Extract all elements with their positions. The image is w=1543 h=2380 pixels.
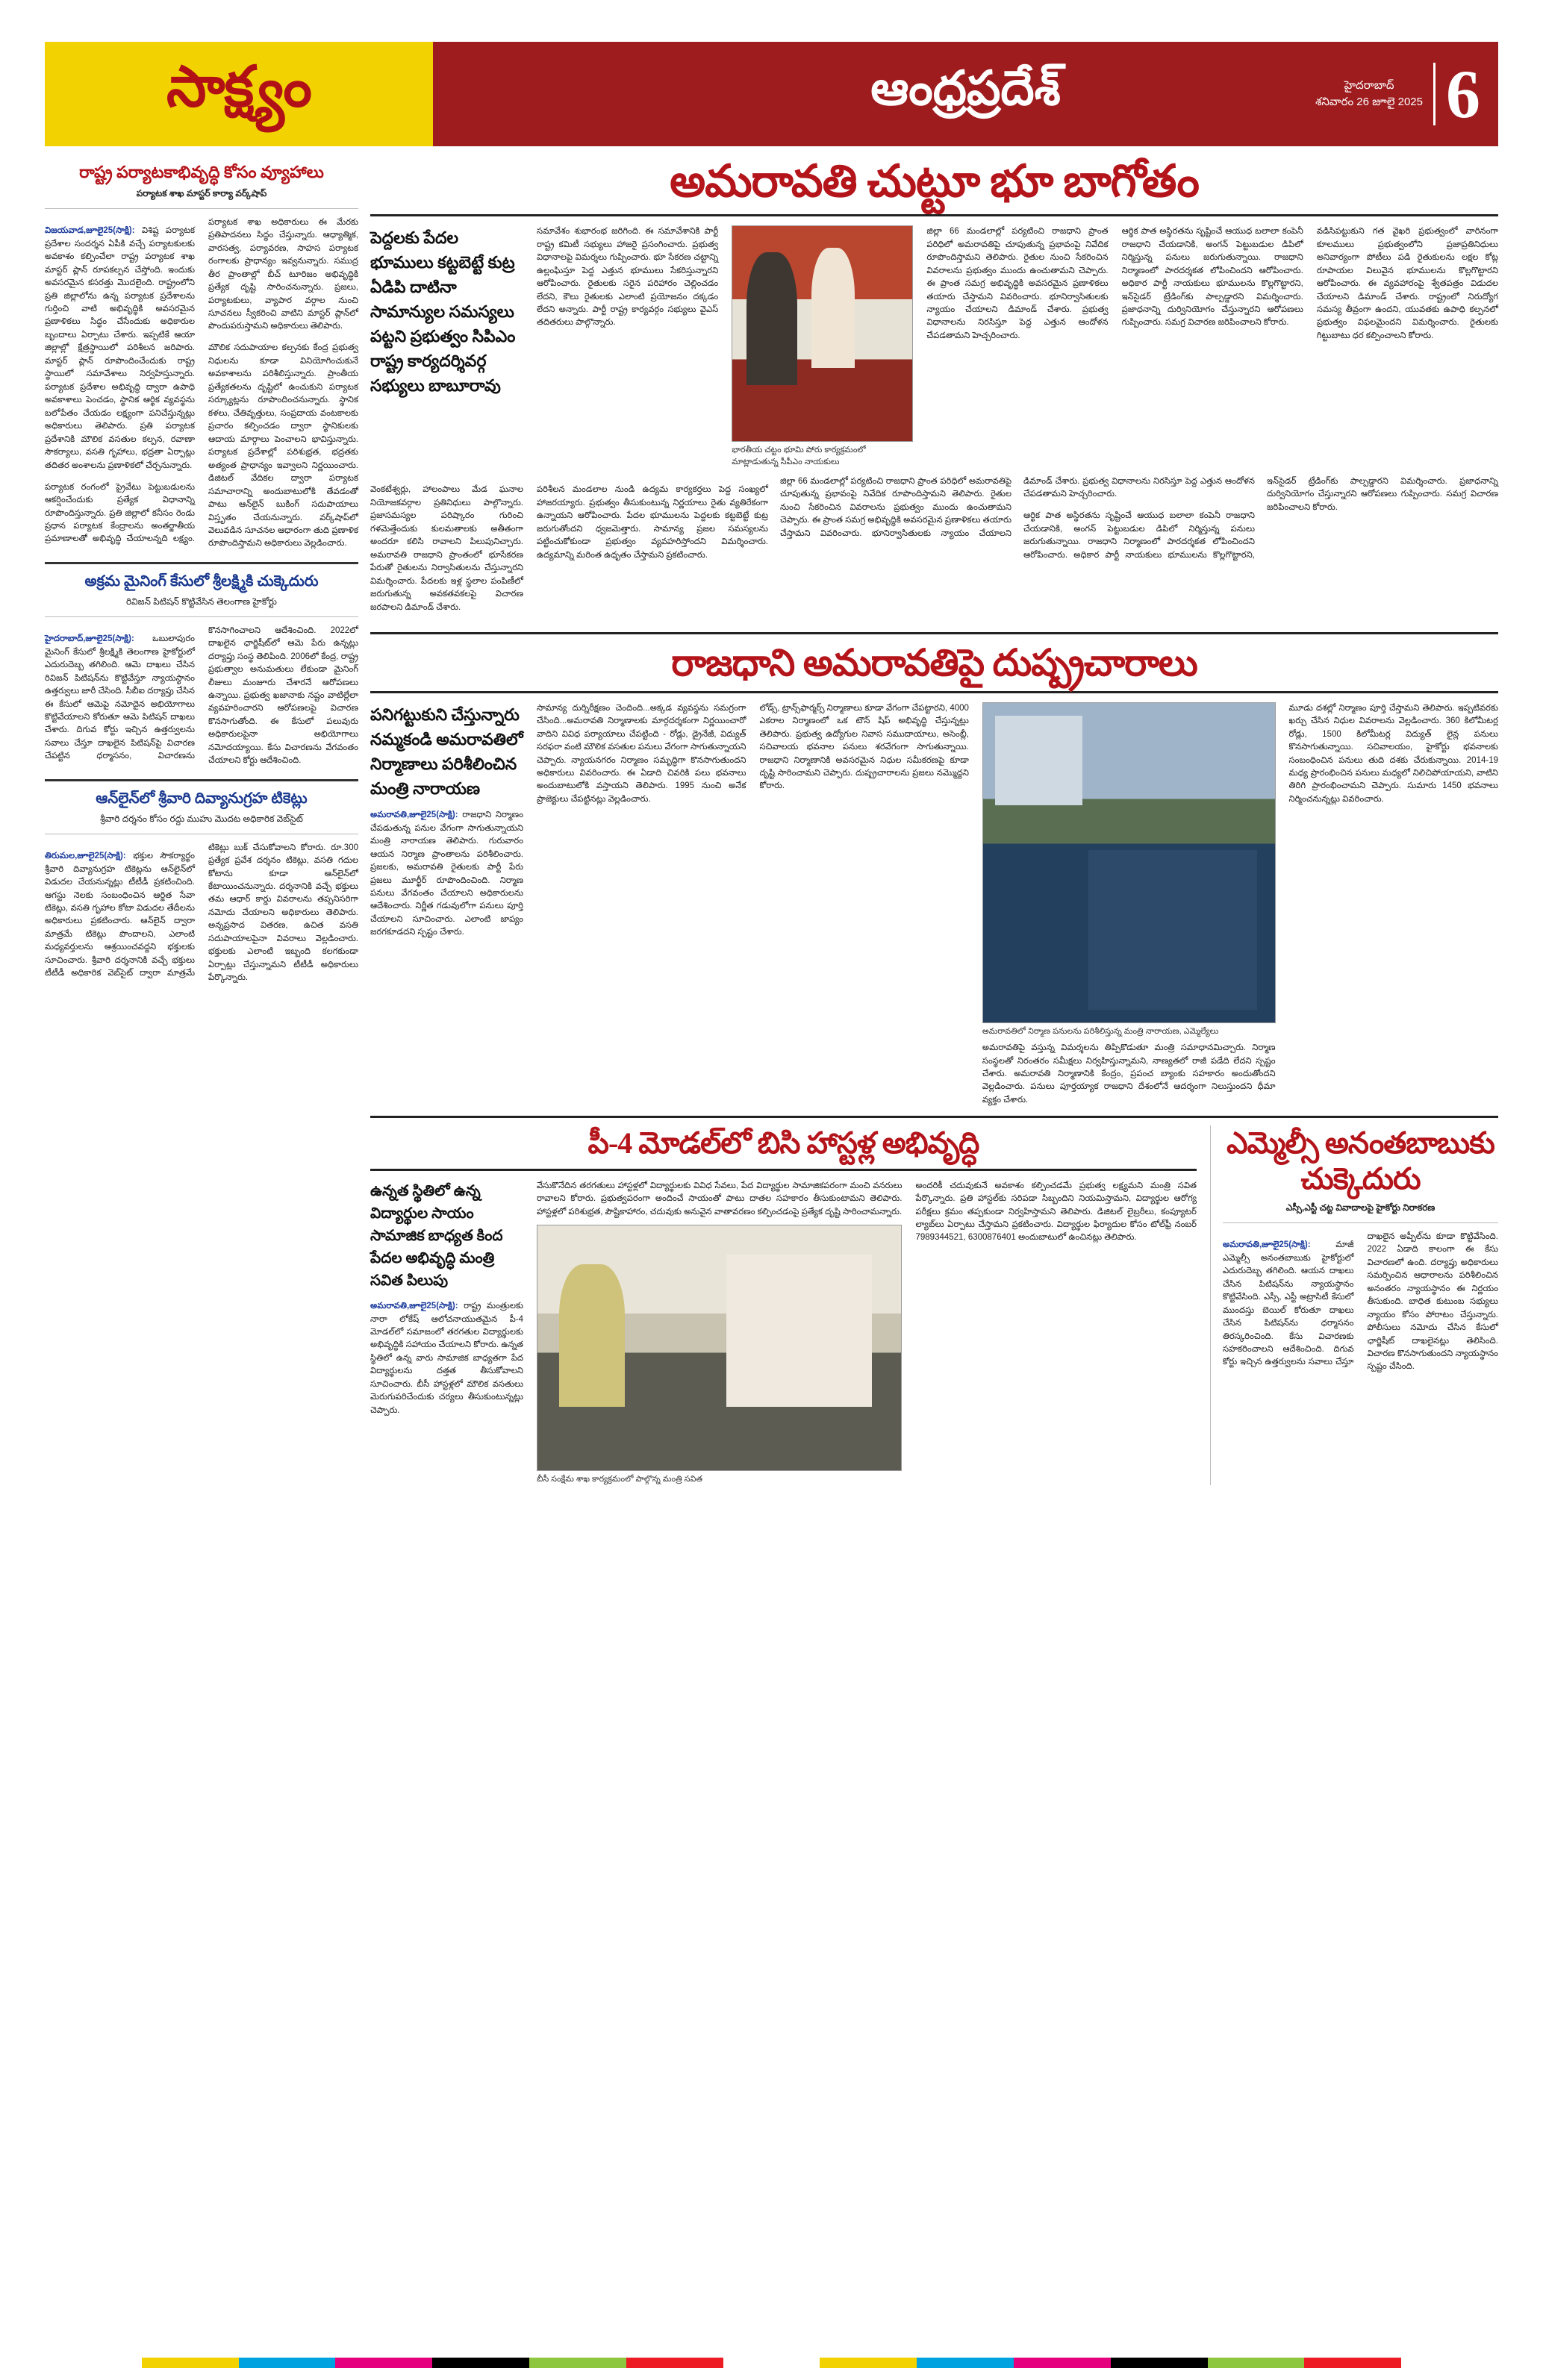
page-content (45, 157, 1498, 1485)
masthead-logo (45, 42, 433, 146)
bc-photo (537, 1225, 902, 1471)
rajadhani-col-5: మూడు దశల్లో నిర్మాణం పూర్తి చేస్తామని తెలిపారు. ఇప్పటివరకు ఖర్చు చేసిన నిధుల వివరాలను వెల్లడించారు. 360 కిలోమీటర్ల రోడ్లు, 1500 కిలోమీటర్ల విద్యుత్ లైన్ల పనులు కొనసాగుతున్నాయి. సచివాలయం, హైకోర్టు భవనాలకు సంబంధించిన పనులు తుది దశకు చేరుకున్నాయి. 2014-19 మధ్య ప్రారంభించిన పనులు మధ్యలో నిలిచిపోయాయని, వాటిని తిరిగి ప్రారంభించామని చెప్పారు. సుమారు 1450 భవనాలు నిర్మించనున్నట్లు వివరించారు. (1288, 703, 1498, 804)
main-col-5: ఆర్థిక పాత అస్థిరతను సృష్టించే ఆయుధ బలాలా కంపెనీ రాజధాని చేయడానికి, అంగన్ పెట్టుబడుల డిపిలో నిర్మిస్తున్న పనులు జరుగుతున్నాయి. రాజధాని నిర్మాణంలో పారదర్శకత లోపించిందని ఆరోపించారు. అధికార పార్టీ నాయకులు భూములను కొల్లగొట్టారని, ఇన్‌సైడర్ ట్రేడింగ్‌కు పాల్పడ్డారని విమర్శించారు. ప్రజాధనాన్ని దుర్వినియోగం చేస్తున్నారని ఆరోపణలు గుప్పించారు. సమగ్ర విచారణ జరిపించాలని కోరారు. (1121, 227, 1303, 328)
mlc-body (1223, 1231, 1498, 1376)
main-lower-a: పరిశీలన మండలాల నుండి ఉద్యమ కార్యకర్తలు పెద్ద సంఖ్యలో హాజరయ్యారు. ప్రభుత్వం తీసుకుంటున్న నిర్ణయాలు రైతు వ్యతిరేకంగా ఉన్నాయని ఆరోపించారు. పేదల భూములను పెద్దలకు కట్టబెట్టే కుట్ర జరుగుతోందని ధ్వజమెత్తారు. సామాన్య ప్రజల సమస్యలను పట్టించుకోకుండా ప్రభుత్వం వ్యవహరిస్తోందని విమర్శించారు. ఉద్యమాన్ని మరింత ఉధృతం చేస్తామని ప్రకటించారు. (537, 485, 768, 560)
masthead-title: ఆంధ్రప్రదేశ్ (870, 61, 1061, 115)
bc-col-1: రాష్ట్ర మంత్రులకు నారా లోకేష్ ఆలోచనాయుతమైన పీ-4 మోడల్‌లో సమాజంలో తరగతుల విద్యార్థులకు అభివృద్ధికి సహాయం చేయాలని కోరారు. ఉన్నత స్థితిలో ఉన్న వారు సామాజిక బాధ్యతగా పేద విద్యార్థులను దత్తత తీసుకోవాలని సూచించారు. బీసీ హాస్టళ్లలో మౌలిక వసతులు మెరుగుపరిచేందుకు చర్యలు తీసుకుంటున్నట్లు చెప్పారు. (370, 1302, 523, 1415)
ttd-subhead: శ్రీవారి దర్శనం కోసం రద్దు ముహు మొదట అధికారిక వెబ్‌సైట్ (100, 813, 303, 824)
ttd-headline: ఆన్‌లైన్‌లో శ్రీవారి దివ్యానుగ్రహ టికెట్లు (96, 790, 308, 807)
ttd-body (45, 842, 358, 987)
left-column (45, 157, 358, 1485)
masthead-divider (1433, 63, 1436, 125)
rajadhani-lead: పనిగట్టుకుని చేస్తున్నారు నమ్మకండి అమరావతిలో నిర్మాణాలు పరిశీలించిన మంత్రి నారాయణ (370, 705, 523, 798)
dateline: అమరావతి,జూలై25(సాక్షి): (370, 1302, 458, 1311)
bc-headline: పీ-4 మోడల్‌లో బిసి హాస్టళ్ల అభివృద్ధి (370, 1125, 1197, 1170)
dateline: అమరావతి,జూలై25(సాక్షి): (1223, 1240, 1311, 1250)
mining-body-text: ఒబులాపురం మైనింగ్ కేసులో శ్రీలక్ష్మికి తెలంగాణ హైకోర్టులో ఎదురుదెబ్బ తగిలింది. ఆమె దాఖలు చేసిన రివిజన్ పిటిషన్‌ను కొట్టివేస్తూ న్యాయస్థానం ఉత్తర్వులు జారీ చేసింది. సీబీఐ దర్యాప్తు చేసిన ఈ కేసులో ఆమెపై నమోదైన అభియోగాలు కొట్టివేయాలని కోరుతూ ఆమె పిటిషన్ దాఖలు చేశారు. దిగువ కోర్టు ఇచ్చిన ఉత్తర్వులను సవాలు చేస్తూ దాఖలైన పిటిషన్‌పై విచారణ చేపట్టిన ధర్మాసనం, విచారణను కొనసాగించాలని ఆదేశించింది. 2022లో దాఖలైన ఛార్జిషీట్‌లో ఆమె పేరు ఉన్నట్లు దర్యాప్తు సంస్థ తెలిపింది. 2006లో కేంద్ర, రాష్ట్ర ప్రభుత్వాల అనుమతులు లేకుండా మైనింగ్ లీజులు మంజూరు చేశారనే ఆరోపణలు ఉన్నాయి. ప్రభుత్వ ఖజానాకు నష్టం వాటిల్లేలా వ్యవహరించారని ఆరోపణలపై విచారణ కొనసాగుతోంది. ఈ కేసులో పలువురు అధికారులపైనా అభియోగాలు నమోదయ్యాయి. కేసు విచారణను వేగవంతం చేయాలని కోర్టు ఆదేశించింది. (45, 625, 358, 766)
mlc-headline: ఎమ్మెల్సీ అనంతబాబుకు చుక్కెదురు (1226, 1126, 1494, 1196)
dateline: హైదరాబాద్,జూలై25(సాక్షి): (45, 634, 134, 644)
main-photo-caption: భారతీయ చట్టం భూమి పోరు కార్యక్రమంలో మాట్లాడుతున్న సీపీఎం నాయకులు (732, 446, 866, 466)
rajadhani-story (370, 632, 1498, 1108)
bc-lead-col (370, 1180, 523, 1486)
mining-subhead: రివిజన్ పిటిషన్ కొట్టివేసిన తెలంగాణ హైకోర్టు (126, 596, 277, 607)
rajadhani-col-3: లోడ్స్, ట్రాన్స్‌ఫార్మర్స్ నిర్మాణాలు కూడా వేగంగా చేపట్టారని, 4000 ఎకరాల నిర్మాణంలో ఒక టౌన్ షిప్ అభివృద్ధి చేస్తున్నట్లు తెలిపారు. ప్రభుత్వ ఉద్యోగుల నివాస సముదాయాలు, అసెంబ్లీ, సచివాలయ భవనాల పనులు శరవేగంగా సాగుతున్నాయి. రాజధాని నిర్మాణానికి అవసరమైన నిధుల సమీకరణపై కూడా దృష్టి సారించామని చెప్పారు. దుష్ప్రచారాలను ప్రజలు నమ్మొద్దని కోరారు. (759, 703, 969, 791)
main-col-1-cont (370, 475, 523, 623)
mining-headline: అక్రమ మైనింగ్ కేసులో శ్రీలక్ష్మికి చుక్కెదురు (84, 572, 319, 590)
divider (1223, 1222, 1498, 1223)
main-story (370, 157, 1498, 623)
bc-photo-caption: బీసీ సంక్షేమ శాఖ కార్యక్రమంలో పాల్గొన్న మంత్రి సవిత (537, 1474, 702, 1484)
masthead-meta (1315, 56, 1480, 132)
left-subkicker: పర్యాటక శాఖ మాస్టర్ కార్యా వర్క్‌షాప్ (136, 187, 267, 199)
masthead-page-number: 6 (1446, 56, 1480, 132)
divider (45, 779, 358, 781)
main-photo (732, 225, 913, 442)
mining-body (45, 625, 358, 770)
main-col-1-text: వెంకటేశ్వర్లు, హాలంపాలు మేడ ఘనాల నియోజకవర్గాల ప్రతినిధులు పాల్గొన్నారు. ప్రజాసమస్యల పరిష్కారం గురించి గళమెత్తేందుకు కులమతాలకు అతీతంగా అందరూ కలిసి రావాలని పిలుపునిచ్చారు. అమరావతి రాజధాని ప్రాంతంలో భూసేకరణ పేరుతో రైతులను నిర్వాసితులను చేస్తున్నారని విమర్శించారు. పేదలకు ఇళ్ల స్థలాల పంపిణీలో జరుగుతున్న అవకతవకలపై విచారణ జరపాలని డిమాండ్ చేశారు. (370, 485, 523, 612)
ttd-body-text: భక్తుల సౌకర్యార్థం శ్రీవారి దివ్యానుగ్రహ టికెట్లను ఆన్‌లైన్‌లో విడుదల చేయనున్నట్లు టీటీడీ ప్రకటించింది. ఆగస్టు నెలకు సంబంధించిన ఆర్జిత సేవా టికెట్లు, వసతి గృహాల కోటా విడుదల తేదీలను అధికారులు ప్రకటించారు. ఆన్‌లైన్ ద్వారా మాత్రమే టికెట్లు పొందాలని, ఎలాంటి మధ్యవర్తులను ఆశ్రయించవద్దని భక్తులకు సూచించారు. శ్రీవారి దర్శనానికి వచ్చే భక్తులు టీటీడీ అధికారిక వెబ్‌సైట్ ద్వారా మాత్రమే టికెట్లు బుక్ చేసుకోవాలని కోరారు. రూ.300 ప్రత్యేక ప్రవేశ దర్శనం టికెట్లు, వసతి గదుల కోటాను కూడా ఆన్‌లైన్‌లో కేటాయించనున్నారు. దర్శనానికి వచ్చే భక్తులు తమ ఆధార్ కార్డు వివరాలను తప్పనిసరిగా నమోదు చేయాలని అధికారులు తెలిపారు. అన్నప్రసాద వితరణ, ఉచిత వసతి సదుపాయాలపైనా వివరాలు వెల్లడించారు. భక్తులకు ఎలాంటి ఇబ్బంది కలగకుండా ఏర్పాట్లు చేస్తున్నామని టీటీడీ అధికారులు పేర్కొన్నారు. (45, 843, 358, 983)
rajadhani-photo (982, 702, 1276, 1023)
masthead-banner (433, 42, 1498, 146)
dateline: తిరుమల,జూలై25(సాక్షి): (45, 852, 126, 861)
rajadhani-photo-caption: అమరావతిలో నిర్మాణ పనులను పరిశీలిస్తున్న మంత్రి నారాయణ, ఎమ్మెల్యేలు (982, 1026, 1219, 1036)
left-body-1: విశిష్ట పర్యాటక ప్రదేశాల సందర్శన ఏపీకి వచ్చే పర్యాటకులకు అవ‌కాశం కల్పించేలా రాష్ట్ర పర్యాటక శాఖ మాస్టర్ ప్లాన్ రూపకల్పన చేస్తోంది. ఇందుకు అవసరమైన కసరత్తు మొదలైంది. రాష్ట్రంలోని ప్రతి జిల్లాలోను ఉన్న పర్యాటక ప్రదేశాలను గుర్తించి వాటి అభివృద్ధికి అవసరమైన ప్రణాళికలు సిద్ధం చేసేందుకు అధికారుల బృందాలు ఏర్పాటు చేశారు. ఇప్పటికే ఆయా జిల్లాల్లో క్షేత్రస్థాయిలో పరిశీలన జరిపారు. మాస్టర్ ప్లాన్ రూపొందించేందుకు రాష్ట్ర స్థాయిలో సమావేశాలు నిర్వహిస్తున్నారు. పర్యాటక ప్రదేశాల అభివృద్ధి ద్వారా ఉపాధి అవకాశాలు పెంచడం, స్థానిక ఆర్థిక వ్యవస్థను బలోపేతం చేయడం లక్ష్యంగా పనిచేస్తున్నట్లు అధికారులు తెలిపారు. ప్రతి పర్యాటక ప్రదేశానికి మౌలిక వసతుల కల్పన, రవాణా సౌకర్యాలు, వసతి గృహాలు, భద్రతా ఏర్పాట్లు తదితర అంశాలను ప్రణాళికలో చేర్చనున్నారు. (45, 226, 195, 470)
divider (45, 616, 358, 617)
main-headline: అమరావతి చుట్టూ భూ బాగోతం (370, 157, 1498, 216)
main-lead: పెద్దలకు పేదల భూములు కట్టబెట్టే కుట్ర ఏడిపి దాటినా సామాన్యుల సమస్యలు పట్టని ప్రభుత్వం సిపిఎం రాష్ట్ర కార్యదర్శివర్గ సభ్యులు బాబూరావు (370, 228, 516, 396)
left-story-body (45, 216, 358, 553)
main-col-2: సమావేశం శుభారంభ జరిగింది. ఈ సమావేశానికి పార్టీ రాష్ట్ర కమిటీ సభ్యులు హాజరై ప్రసంగించారు. ప్రభుత్వ విధానాలపై విమర్శలు గుప్పించారు. భూ సేకరణ చట్టాన్ని ఉల్లంఘిస్తూ పెద్ద ఎత్తున భూములు సేకరిస్తున్నారని ఆరోపించారు. రైతులకు సరైన పరిహారం చెల్లించడం లేదని, కౌలు రైతులకు ఎలాంటి ప్రయోజనం దక్కడం లేదని అన్నారు. పార్టీ రాష్ట్ర కార్యవర్గం సభ్యులు వైఎస్ తదితరులు పాల్గొన్నారు. (537, 227, 719, 328)
main-lead-col (370, 225, 523, 468)
divider (45, 562, 358, 564)
masthead (45, 42, 1498, 146)
mlc-body-text: మాజీ ఎమ్మెల్సీ అనంతబాబుకు హైకోర్టులో ఎదురుదెబ్బ తగిలింది. ఆయన దాఖలు చేసిన పిటిషన్‌ను న్యాయస్థానం కొట్టివేసింది. ఎస్సీ, ఎస్టీ అట్రాసిటీ కేసులో ముందస్తు బెయిల్ కోరుతూ దాఖలు చేసిన పిటిషన్‌ను ధర్మాసనం తిరస్కరించింది. కేసు విచారణకు సహకరించాలని ఆదేశించింది. దిగువ కోర్టు ఇచ్చిన ఉత్తర్వులను సవాలు చేస్తూ దాఖలైన అప్పీల్‌ను కూడా కొట్టివేసింది. 2022 ఏడాది కాలంగా ఈ కేసు విచారణలో ఉంది. దర్యాప్తు అధికారులు సమర్పించిన ఆధారాలను పరిశీలించిన అనంతరం న్యాయస్థానం ఈ నిర్ణయం తీసుకుంది. బాధిత కుటుంబ సభ్యులు న్యాయం కోసం పోరాటం చేస్తున్నారు. పోలీసులు నమోదు చేసిన కేసులో ఛార్జిషీట్ దాఖలైనట్లు తెలిసింది. విచారణ కొనసాగుతుందని న్యాయస్థానం స్పష్టం చేసింది. (1223, 1231, 1498, 1372)
masthead-edition-block (1315, 78, 1433, 111)
rajadhani-col-1: రాజధాని నిర్మాణం చేపడుతున్న పనుల వేగంగా సాగుతున్నాయని మంత్రి నారాయణ తెలిపారు. గురువారం ఆయన నిర్మాణ ప్రాంతాలను పరిశీలించారు. ప్రజలకు, అమరావతి రైతులకు పార్టీ పేరు ప్రజలు మూర్ఖీర్ రూపొందించింది. నిర్మాణ పనులు వేగవంతం చేయాలని అధికారులను ఆదేశించారు. నిర్ణీత గడువులోగా పనులు పూర్తి చేయాలని సూచించారు. ఎలాంటి జాప్యం జరగకూడదని స్పష్టం చేశారు. (370, 810, 523, 937)
dateline: విజయవాడ,జూలై25(సాక్షి): (45, 226, 135, 236)
rajadhani-col-4: అమరావతిపై వస్తున్న విమర్శలను తిప్పికొడుతూ మంత్రి సమాధానమిచ్చారు. నిర్మాణ సంస్థలతో నిరంతరం సమీక్షలు నిర్వహిస్తున్నామని, నాణ్యతలో రాజీ పడేది లేదని స్పష్టం చేశారు. అమరావతి నిర్మాణానికి కేంద్రం, ప్రపంచ బ్యాంకు సహకారం అందుతోందని వెల్లడించారు. పనులు పూర్తయ్యాక రాజధాని దేశంలోనే ఆదర్శంగా నిలుస్తుందని ధీమా వ్యక్తం చేశారు. (982, 1043, 1276, 1105)
main-lower-cols (537, 475, 1498, 623)
left-kicker: రాష్ట్ర పర్యాటకాభివృద్ధి కోసం వ్యూహాలు (79, 163, 324, 181)
rajadhani-lead-col (370, 702, 523, 1108)
masthead-logo-text: సాక్ష్యం (166, 55, 311, 119)
bc-col-3: అందరికీ చదువుకునే అవకాశం కల్పించడమే ప్రభుత్వ లక్ష్యమని మంత్రి సవిత పేర్కొన్నారు. ప్రతి హాస్టల్‌కు సరిపడా సిబ్బందిని నియమిస్తామని, విద్యార్థుల ఆరోగ్య పరీక్షలు క్రమం తప్పకుండా నిర్వహిస్తామని తెలిపారు. డిజిటల్ లైబ్రరీలు, కంప్యూటర్ ల్యాబ్‌లు ఏర్పాటు చేస్తామని ప్రకటించారు. విద్యార్థుల ఫిర్యాదుల కోసం టోల్‌ఫ్రీ నంబర్ 7989344521, 6300876401 అందుబాటులో ఉంచినట్లు తెలిపారు. (915, 1181, 1197, 1243)
bc-story (370, 1125, 1197, 1485)
masthead-edition: హైదరాబాద్ (1344, 78, 1394, 92)
main-column (370, 157, 1498, 1485)
rajadhani-col-2: సామాన్య దుర్నిరీక్షణం చెందింది...అక్కడ వ్యవస్థను సమగ్రంగా చేసింది...అమరావతి నిర్మాణాలకు మార్గదర్శకంగా నిర్ణయించారో వాదిని వివిధ పర్యాయాలు చేపట్టింది - రోడ్లు, డ్రైనేజీ, విద్యుత్ సరఫరా వంటి మౌలిక వసతుల పనులు వేగంగా సాగుతున్నాయని చెప్పారు. న్యాయనగరం నిర్మాణం సమృద్ధిగా కొనసాగుతుందని అధికారులు వివరించారు. ఈ ఏడాది చివరికి పలు భవనాలు అందుబాటులోకి వస్తాయని తెలిపారు. 1995 నుంచి అనేక ప్రాజెక్టులు చేపట్టినట్లు వెల్లడించారు. (537, 703, 746, 804)
bc-col-2: వేసుకొనేదిన తరగతులు హాస్టళ్లలో విద్యార్థులకు వివిధ సేవలు, పేద విద్యార్థుల సామాజికపరంగా మంచి వనరులు రావాలని కోరారు. ప్రభుత్వపరంగా అందించే సాయంతో పాటు దాతల సహకారం తీసుకుంటామని తెలిపారు. హాస్టళ్లలో పరిశుభ్రత, పౌష్టికాహారం, చదువుకు అనువైన వాతావరణం కల్పించడంపై ప్రత్యేక దృష్టి సారించామన్నారు. (537, 1181, 903, 1216)
rajadhani-headline: రాజధాని అమరావతిపై దుష్ప్రచారాలు (370, 642, 1498, 693)
bc-lead: ఉన్నత స్థితిలో ఉన్న విద్యార్థుల సాయం సామాజిక బాధ్యత కింద పేదల అభివృద్ధి మంత్రి సవిత పిలుపు (370, 1182, 503, 1289)
registration-color-bar (45, 2358, 1498, 2368)
masthead-date: శనివారం 26 జూలై 2025 (1315, 96, 1423, 108)
mlc-story (1210, 1125, 1498, 1485)
main-col-6: వడిసిపట్టుకుని గత వైఖరి ప్రభుత్వంలో వారినంగా కూలములు ప్రభుత్వంలోని ప్రజాప్రతినిధులు అనివార్యంగా పోటీలు పడి రైతుకులను లక్షల కోట్ల రూపాయల విలువైన భూములను కొల్లగొట్టారని ఆరోపించారు. ఈ వ్యవహారంపై శ్వేతపత్రం విడుదల చేయాలని డిమాండ్ చేశారు. రాష్ట్రంలో నిరుద్యోగ సమస్య తీవ్రంగా ఉందని, యువతకు ఉపాధి కల్పనలో ప్రభుత్వం విఫలమైందని విమర్శించారు. రైతులకు గిట్టుబాటు ధర కల్పించాలని కోరారు. (1316, 227, 1499, 340)
divider (45, 208, 358, 209)
bottom-row (370, 1116, 1498, 1485)
main-col-4: జిల్లా 66 మండలాల్లో పర్యటించి రాజధాని ప్రాంత పరిధిలో అమరావతిపై చూపుతున్న ప్రభావంపై నివేదిక రూపొందిస్తామని తెలిపారు. రైతుల నుంచి సేకరించిన వివరాలను ప్రభుత్వం ముందు ఉంచుతామని చెప్పారు. ఈ ప్రాంత సమగ్ర అభివృద్ధికి అవసరమైన ప్రణాళికలు తయారు చేస్తామని వివరించారు. భూనిర్వాసితులకు న్యాయం చేయాలని డిమాండ్ చేశారు. ప్రభుత్వ విధానాలను నిరసిస్తూ పెద్ద ఎత్తున ఆందోళన చేపడతామని హెచ్చరించారు. (926, 227, 1109, 340)
dateline: అమరావతి,జూలై25(సాక్షి): (370, 810, 458, 820)
left-body-3: మౌలిక సదుపాయాల కల్పనకు కేంద్ర ప్రభుత్వ నిధులను కూడా వినియోగించుకునే అవకాశాలను పరిశీలిస్తున్నారు. ప్రాంతీయ ప్రత్యేకతలను దృష్టిలో ఉంచుకుని పర్యాటక సర్క్యూట్లను రూపొందించనున్నారు. స్థానిక కళలు, చేతివృత్తులు, సంప్రదాయ వంటకాలకు ప్రచారం కల్పించడం ద్వారా స్థానికులకు ఆదాయ మార్గాలు పెంచాలని భావిస్తున్నారు. పర్యాటక ప్రదేశాల్లో పరిశుభ్రత, భద్రతకు అత్యంత ప్రాధాన్యం ఇవ్వాలని నిర్ణయించారు. డిజిటల్ వేదికల ద్వారా పర్యాటక సమాచారాన్ని అందుబాటులోకి తేవడంతో పాటు ఆన్‌లైన్ బుకింగ్ సదుపాయాలు విస్తృతం చేయనున్నారు. వర్క్‌షాప్‌లో వెలువడిన సూచనల ఆధారంగా తుది ప్రణాళిక రూపొందిస్తామని అధికారులు వెల్లడించారు. (208, 343, 358, 549)
mlc-subhead: ఎస్సీ,ఎస్టీ చట్ట వివాదాలపై హైకోర్టు నిరాకరణ (1285, 1202, 1436, 1213)
left-body-2: పర్యాటక రంగంలో ప్రైవేటు పెట్టుబడులను ఆకర్షించేందుకు ప్రత్యేక విధానాన్ని రూపొందిస్తున్నారు. ప్రతి జిల్లాలో కనీసం రెండు ప్రధాన పర్యాటక కేంద్రాలను అంతర్జాతీయ ప్రమాణాలతో అభివృద్ధి చేయాలన్నది లక్ష్యం. పర్యాటక శాఖ అధికారులు ఈ మేరకు ప్రతిపాదనలు సిద్ధం చేస్తున్నారు. ఆధ్యాత్మిక, వారసత్వ, పర్యావరణ, సాహస పర్యాటక రంగాలకు ప్రాధాన్యం ఇవ్వనున్నారు. సముద్ర తీర ప్రాంతాల్లో బీచ్ టూరిజం అభివృద్ధికి ప్రత్యేక దృష్టి సారించనున్నారు. ప్రజలు, పర్యాటకులు, వ్యాపార వర్గాల నుంచి సూచనలు స్వీకరించి వాటిని మాస్టర్ ప్లాన్‌లో పొందుపరుస్తామని అధికారులు తెలిపారు. (45, 217, 358, 544)
main-lower-b: జిల్లా 66 మండలాల్లో పర్యటించి రాజధాని ప్రాంత పరిధిలో అమరావతిపై చూపుతున్న ప్రభావంపై నివేదిక రూపొందిస్తామని తెలిపారు. రైతుల నుంచి సేకరించిన వివరాలను ప్రభుత్వం ముందు ఉంచుతామని చెప్పారు. ఈ ప్రాంత సమగ్ర అభివృద్ధికి అవసరమైన ప్రణాళికలు తయారు చేస్తామని వివరించారు. భూనిర్వాసితులకు న్యాయం చేయాలని డిమాండ్ చేశారు. ప్రభుత్వ విధానాలను నిరసిస్తూ పెద్ద ఎత్తున ఆందోళన చేపడతామని హెచ్చరించారు. (780, 476, 1255, 538)
main-lower-c: ఆర్థిక పాత అస్థిరతను సృష్టించే ఆయుధ బలాలా కంపెనీ రాజధాని చేయడానికి, అంగన్ పెట్టుబడుల డిపిలో నిర్మిస్తున్న పనులు జరుగుతున్నాయి. రాజధాని నిర్మాణంలో పారదర్శకత లోపించిందని ఆరోపించారు. అధికార పార్టీ నాయకులు భూములను కొల్లగొట్టారని, ఇన్‌సైడర్ ట్రేడింగ్‌కు పాల్పడ్డారని విమర్శించారు. ప్రజాధనాన్ని దుర్వినియోగం చేస్తున్నారని ఆరోపణలు గుప్పించారు. సమగ్ర విచారణ జరిపించాలని కోరారు. (1023, 476, 1498, 560)
